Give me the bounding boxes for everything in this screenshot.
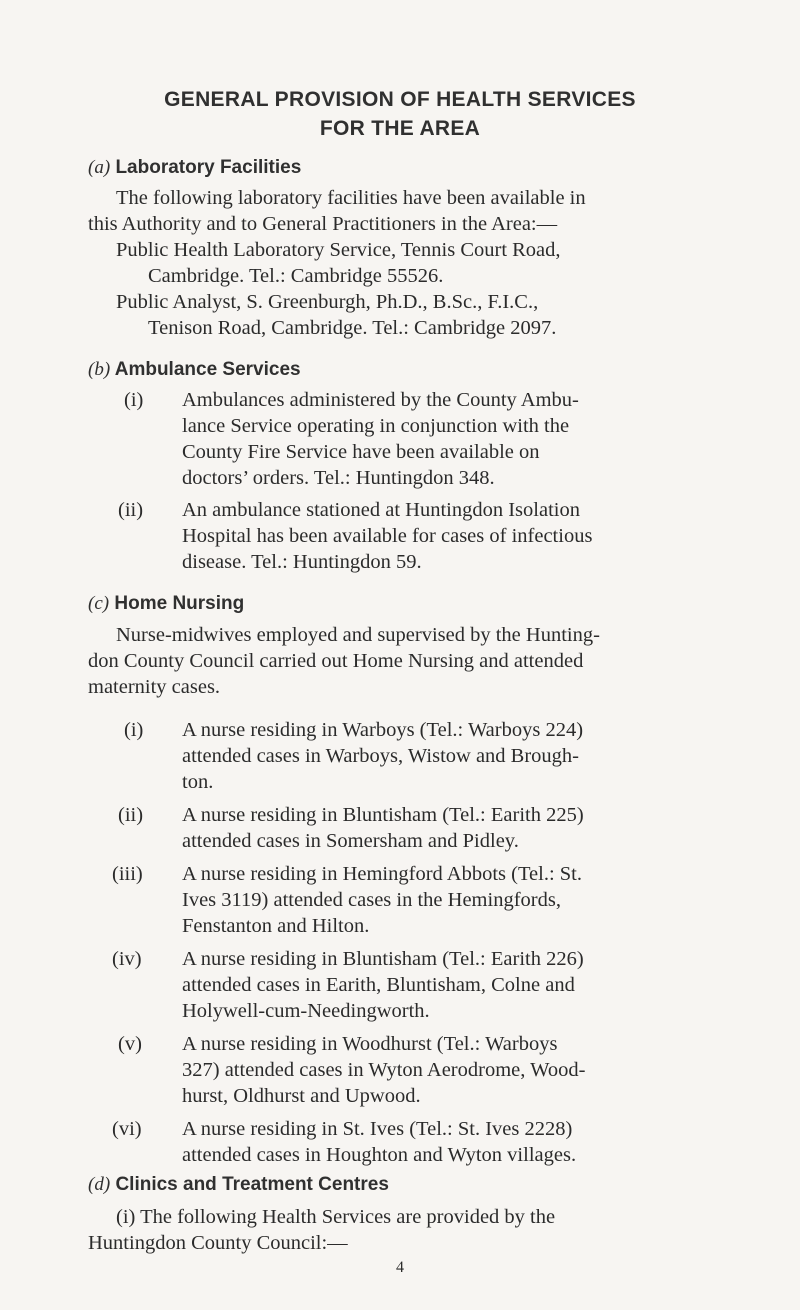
section-c-item-line: attended cases in Houghton and Wyton villages.	[182, 1144, 577, 1166]
section-c-item-line: A nurse residing in Woodhurst (Tel.: Warboys	[182, 1033, 558, 1055]
section-c-item-line: A nurse residing in Warboys (Tel.: Warboys 224)	[182, 719, 584, 741]
section-c-item-line: ton.	[182, 771, 214, 793]
section-b-item-line: County Fire Service have been available on	[182, 441, 540, 463]
section-d-line: (i) The following Health Services are provided by the	[116, 1206, 556, 1228]
section-d-title: Clinics and Treatment Centres	[115, 1174, 389, 1195]
section-c-item-line: hurst, Oldhurst and Upwood.	[182, 1085, 421, 1107]
section-c-item-number: (i)	[124, 719, 144, 741]
section-c-item-line: A nurse residing in Bluntisham (Tel.: Earith 226)	[182, 948, 584, 970]
section-c-intro-line: Nurse-midwives employed and supervised by the Hunting-	[116, 624, 600, 646]
section-b-item-line: lance Service operating in conjunction with the	[182, 415, 570, 437]
section-c-item-line: A nurse residing in St. Ives (Tel.: St. Ives 2228)	[182, 1118, 573, 1140]
section-c-item-number: (v)	[118, 1033, 142, 1055]
section-c-item-number: (vi)	[112, 1118, 142, 1140]
section-a-line: The following laboratory facilities have been available in	[116, 187, 586, 209]
section-d-letter: (d)	[88, 1174, 111, 1195]
page-title-line-2: FOR THE AREA	[319, 117, 481, 140]
section-c-intro-line: maternity cases.	[88, 676, 221, 698]
section-c-letter: (c)	[88, 593, 110, 614]
section-c-item-number: (iii)	[112, 863, 143, 885]
section-c-item-line: attended cases in Warboys, Wistow and Brough-	[182, 745, 580, 767]
section-c-title: Home Nursing	[114, 593, 245, 614]
section-b-title: Ambulance Services	[114, 359, 301, 380]
section-c-item-line: Holywell-cum-Needingworth.	[182, 1000, 430, 1022]
section-b-item-line: Ambulances administered by the County Ambu-	[182, 389, 579, 411]
section-c-item-number: (ii)	[118, 804, 144, 826]
section-b-letter: (b)	[88, 359, 111, 380]
section-d-heading	[88, 1174, 389, 1196]
section-c-item-line: 327) attended cases in Wyton Aerodrome, Wood-	[182, 1059, 586, 1081]
section-c-heading	[88, 593, 244, 615]
section-b-item-line: disease. Tel.: Huntingdon 59.	[182, 551, 422, 573]
section-b-item-line: doctors’ orders. Tel.: Huntingdon 348.	[182, 467, 495, 489]
section-a-title: Laboratory Facilities	[115, 157, 302, 178]
section-b-item-line: An ambulance stationed at Huntingdon Isolation	[182, 499, 580, 521]
section-b-item-number: (i)	[124, 389, 144, 411]
section-b-item-line: Hospital has been available for cases of infectious	[182, 525, 593, 547]
section-a-line: Tenison Road, Cambridge. Tel.: Cambridge 2097.	[148, 317, 557, 339]
section-c-item-line: attended cases in Somersham and Pidley.	[182, 830, 519, 852]
page-number: 4	[396, 1259, 404, 1276]
section-a-line: Cambridge. Tel.: Cambridge 55526.	[148, 265, 444, 287]
section-a-line: this Authority and to General Practitioners in the Area:—	[88, 213, 558, 235]
section-c-item-line: Ives 3119) attended cases in the Hemingfords,	[182, 889, 561, 911]
page-title-line-1: GENERAL PROVISION OF HEALTH SERVICES	[164, 88, 636, 111]
section-c-item-line: attended cases in Earith, Bluntisham, Colne and	[182, 974, 575, 996]
section-c-item-line: A nurse residing in Hemingford Abbots (Tel.: St.	[182, 863, 582, 885]
section-a-heading	[88, 157, 301, 179]
section-a-line: Public Analyst, S. Greenburgh, Ph.D., B.Sc., F.I.C.,	[116, 291, 539, 313]
section-a-letter: (a)	[88, 157, 111, 178]
section-c-item-line: A nurse residing in Bluntisham (Tel.: Earith 225)	[182, 804, 584, 826]
section-b-heading	[88, 359, 301, 381]
section-c-intro-line: don County Council carried out Home Nursing and attended	[88, 650, 584, 672]
section-b-item-number: (ii)	[118, 499, 144, 521]
section-d-line: Huntingdon County Council:—	[88, 1232, 348, 1254]
section-c-item-number: (iv)	[112, 948, 142, 970]
section-a-line: Public Health Laboratory Service, Tennis Court Road,	[116, 239, 561, 261]
section-c-item-line: Fenstanton and Hilton.	[182, 915, 370, 937]
